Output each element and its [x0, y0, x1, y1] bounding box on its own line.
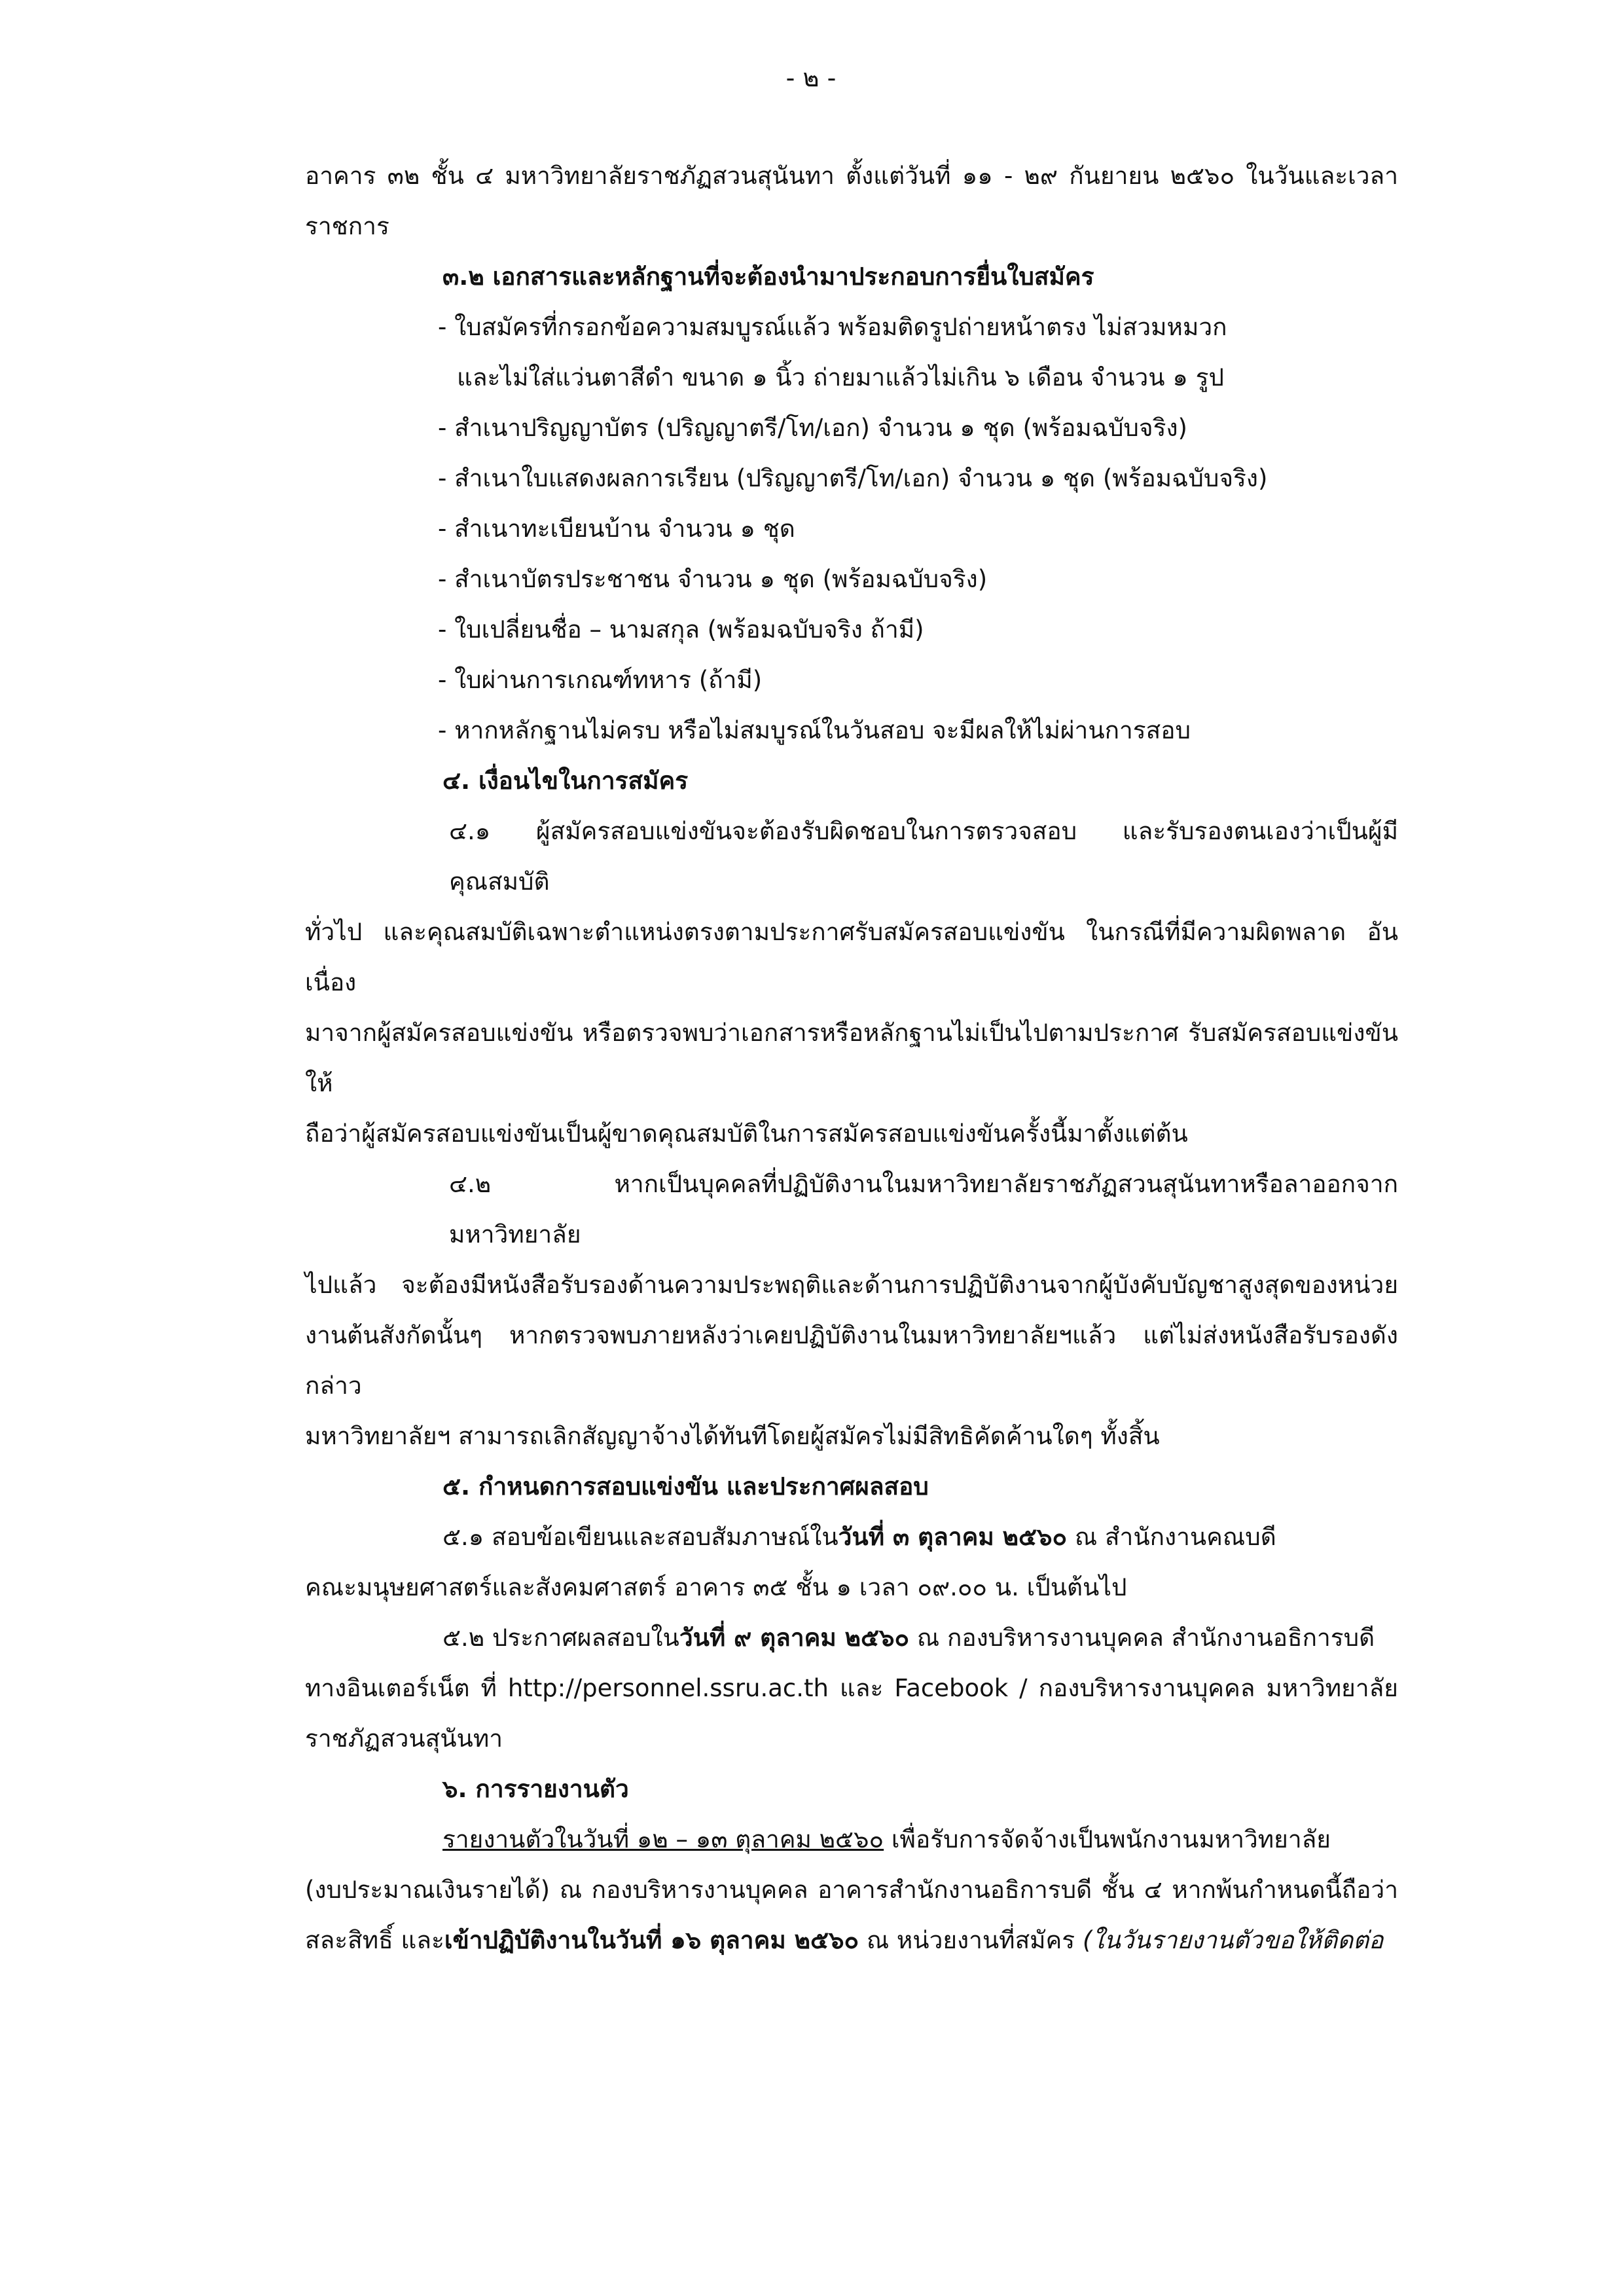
section-6-line-2: (งบประมาณเงินรายได้) ณ กองบริหารงานบุคคล อาคารสำนักงานอธิการบดี ชั้น ๔ หากพ้นกำหนดนี้ถือว่า — [305, 1876, 1398, 1904]
section-3-1-tail-line-2: ราชการ — [305, 212, 389, 240]
section-6-start-date: เข้าปฏิบัติงานในวันที่ ๑๖ ตุลาคม ๒๕๖๐ — [444, 1926, 859, 1954]
section-3-1-tail-line-1: อาคาร ๓๒ ชั้น ๔ มหาวิทยาลัยราชภัฏสวนสุนันทา ตั้งแต่วันที่ ๑๑ - ๒๙ กันยายน ๒๕๖๐ ในวันและเวลา — [305, 162, 1398, 190]
doc-item-military: - ใบผ่านการเกณฑ์ทหาร (ถ้ามี) — [438, 666, 763, 694]
section-6-line-1 — [305, 1814, 1398, 1865]
section-6-text-a: สละสิทธิ์ และ — [305, 1926, 444, 1954]
section-6-line-3 — [305, 1915, 1398, 1965]
section-6-italic-note: (ในวันรายงานตัวขอให้ติดต่อ — [1082, 1926, 1384, 1954]
doc-item-application: - ใบสมัครที่กรอกข้อความสมบูรณ์แล้ว พร้อมติดรูปถ่ายหน้าตรง ไม่สวมหมวก — [438, 313, 1227, 341]
section-4-1-line-1: ๔.๑ ผู้สมัครสอบแข่งขันจะต้องรับผิดชอบในการตรวจสอบ และรับรองตนเองว่าเป็นผู้มีคุณสมบัติ — [449, 817, 1398, 896]
section-5-1-exam-date: วันที่ ๓ ตุลาคม ๒๕๖๐ — [838, 1523, 1068, 1551]
section-5-2-text-a: ๕.๒ ประกาศผลสอบใน — [442, 1624, 679, 1652]
section-6-report-dates: รายงานตัวในวันที่ ๑๒ – ๑๓ ตุลาคม ๒๕๖๐ — [442, 1825, 884, 1853]
section-5-2-line-2: ทางอินเตอร์เน็ต ที่ http://personnel.ssru.ac.th และ Facebook / กองบริหารงานบุคคล มหาวิทยาลัย — [305, 1674, 1398, 1702]
doc-item-id-card: - สำเนาบัตรประชาชน จำนวน ๑ ชุด (พร้อมฉบับจริง) — [438, 565, 988, 593]
doc-item-transcript: - สำเนาใบแสดงผลการเรียน (ปริญญาตรี/โท/เอก) จำนวน ๑ ชุด (พร้อมฉบับจริง) — [438, 464, 1268, 492]
section-6-line-1-rest: เพื่อรับการจัดจ้างเป็นพนักงานมหาวิทยาลัย — [884, 1825, 1331, 1853]
section-4-1-line-3: มาจากผู้สมัครสอบแข่งขัน หรือตรวจพบว่าเอกสารหรือหลักฐานไม่เป็นไปตามประกาศ รับสมัครสอบแข่งขันให้ — [305, 1019, 1398, 1097]
section-5-1-text-a: ๕.๑ สอบข้อเขียนและสอบสัมภาษณ์ใน — [442, 1523, 838, 1551]
section-6-heading: ๖. การรายงานตัว — [442, 1775, 629, 1803]
section-5-2-text-b: ณ กองบริหารงานบุคคล สำนักงานอธิการบดี — [909, 1624, 1375, 1652]
doc-item-application-cont: และไม่ใส่แว่นตาสีดำ ขนาด ๑ นิ้ว ถ่ายมาแล้วไม่เกิน ๖ เดือน จำนวน ๑ รูป — [457, 363, 1224, 392]
section-6-text-b: ณ หน่วยงานที่สมัคร — [859, 1926, 1083, 1954]
section-4-2-line-1: ๔.๒ หากเป็นบุคคลที่ปฏิบัติงานในมหาวิทยาลัยราชภัฏสวนสุนันทาหรือลาออกจากมหาวิทยาลัย — [449, 1170, 1398, 1248]
doc-item-house-registration: - สำเนาทะเบียนบ้าน จำนวน ๑ ชุด — [438, 515, 795, 543]
section-5-2-result-date: วันที่ ๙ ตุลาคม ๒๕๖๐ — [679, 1624, 910, 1652]
section-4-2-line-3: งานต้นสังกัดนั้นๆ หากตรวจพบภายหลังว่าเคยปฏิบัติงานในมหาวิทยาลัยฯแล้ว แต่ไม่ส่งหนังสือรับรองดังกล่าว — [305, 1321, 1398, 1400]
section-3-2-heading: ๓.๒ เอกสารและหลักฐานที่จะต้องนำมาประกอบการยื่นใบสมัคร — [442, 263, 1094, 291]
doc-item-degree: - สำเนาปริญญาบัตร (ปริญญาตรี/โท/เอก) จำนวน ๑ ชุด (พร้อมฉบับจริง) — [438, 414, 1187, 442]
section-4-2-line-4: มหาวิทยาลัยฯ สามารถเลิกสัญญาจ้างได้ทันทีโดยผู้สมัครไม่มีสิทธิคัดค้านใดๆ ทั้งสิ้น — [305, 1422, 1160, 1450]
section-4-heading: ๔. เงื่อนไขในการสมัคร — [442, 767, 689, 795]
section-5-1-line-1 — [305, 1512, 1398, 1562]
section-4-1-line-2: ทั่วไป และคุณสมบัติเฉพาะตำแหน่งตรงตามประกาศรับสมัครสอบแข่งขัน ในกรณีที่มีความผิดพลาด อันเนื่อง — [305, 918, 1398, 996]
section-5-2-line-3: ราชภัฏสวนสุนันทา — [305, 1724, 503, 1753]
section-4-1-line-4: ถือว่าผู้สมัครสอบแข่งขันเป็นผู้ขาดคุณสมบัติในการสมัครสอบแข่งขันครั้งนี้มาตั้งแต่ต้น — [305, 1120, 1188, 1148]
section-5-heading: ๕. กำหนดการสอบแข่งขัน และประกาศผลสอบ — [442, 1472, 929, 1501]
section-5-1-text-b: ณ สำนักงานคณบดี — [1074, 1523, 1276, 1551]
section-5-2-line-1 — [305, 1613, 1398, 1663]
section-5-1-line-2: คณะมนุษยศาสตร์และสังคมศาสตร์ อาคาร ๓๕ ชั้น ๑ เวลา ๐๙.๐๐ น. เป็นต้นไป — [305, 1573, 1127, 1601]
page-number: - ๒ - — [785, 64, 837, 92]
doc-item-incomplete-note: - หากหลักฐานไม่ครบ หรือไม่สมบูรณ์ในวันสอบ จะมีผลให้ไม่ผ่านการสอบ — [438, 716, 1191, 744]
section-4-2-line-2: ไปแล้ว จะต้องมีหนังสือรับรองด้านความประพฤติและด้านการปฏิบัติงานจากผู้บังคับบัญชาสูงสุดของหน่วย — [305, 1271, 1398, 1299]
document-body — [305, 151, 1398, 1965]
doc-item-name-change: - ใบเปลี่ยนชื่อ – นามสกุล (พร้อมฉบับจริง ถ้ามี) — [438, 615, 924, 644]
